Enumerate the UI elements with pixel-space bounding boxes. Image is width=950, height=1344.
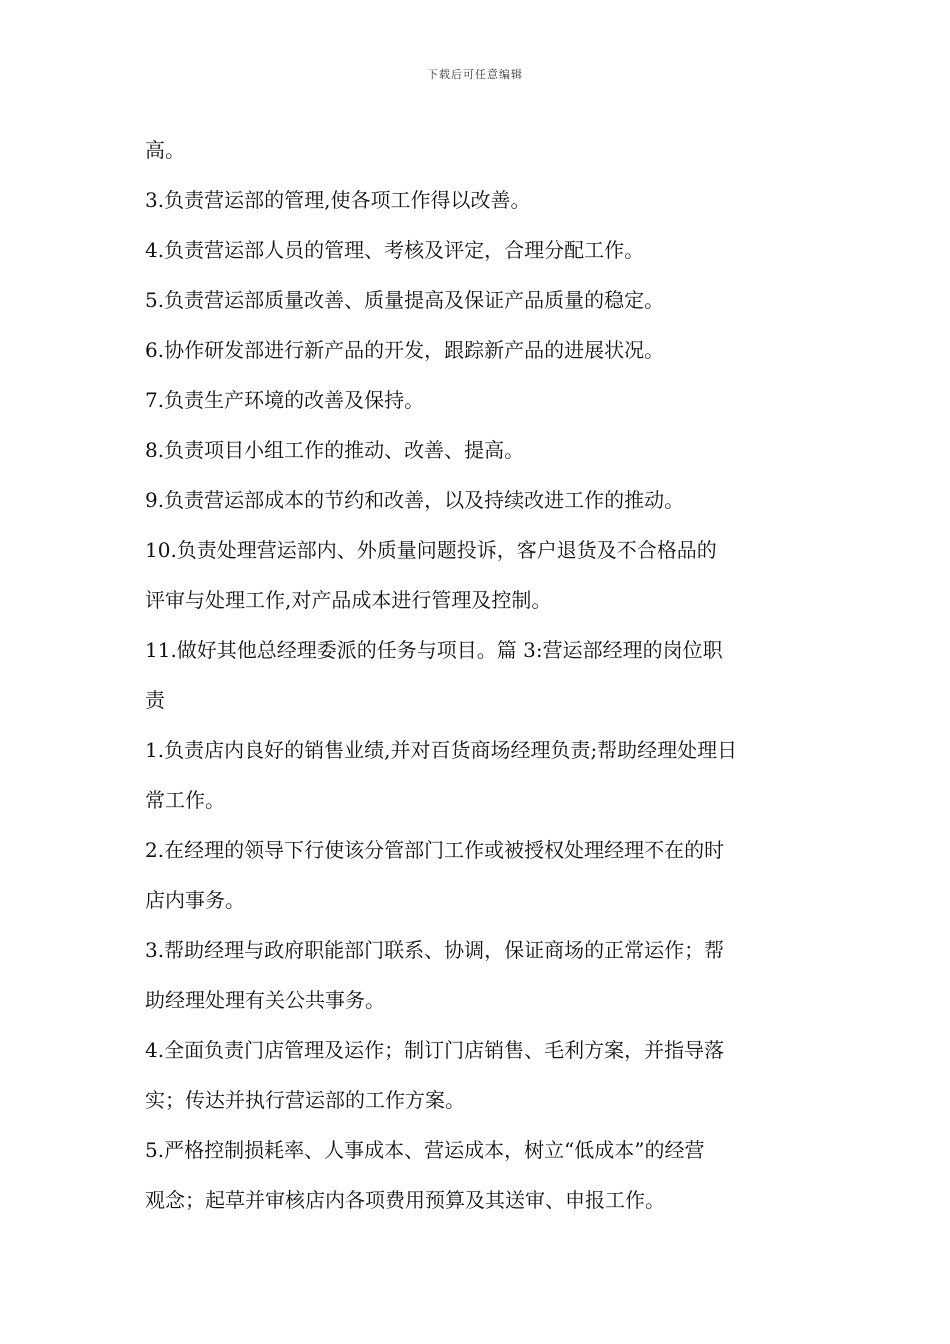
text-line: 11.做好其他总经理委派的任务与项目。篇 3:营运部经理的岗位职 xyxy=(145,638,723,662)
text-line: 观念；起草并审核店内各项费用预算及其送审、申报工作。 xyxy=(145,1188,665,1212)
text-line: 评审与处理工作,对产品成本进行管理及控制。 xyxy=(145,588,552,612)
text-line: 助经理处理有关公共事务。 xyxy=(145,988,385,1012)
text-line: 5.严格控制损耗率、人事成本、营运成本，树立“低成本”的经营 xyxy=(145,1138,705,1162)
text-line: 4.负责营运部人员的管理、考核及评定，合理分配工作。 xyxy=(145,238,645,262)
page-header: 下载后可任意编辑 xyxy=(427,68,523,81)
text-line: 7.负责生产环境的改善及保持。 xyxy=(145,388,425,412)
text-line: 6.协作研发部进行新产品的开发，跟踪新产品的进展状况。 xyxy=(145,338,665,362)
text-line: 9.负责营运部成本的节约和改善，以及持续改进工作的推动。 xyxy=(145,488,685,512)
text-line: 3.帮助经理与政府职能部门联系、协调，保证商场的正常运作；帮 xyxy=(145,938,725,962)
text-line: 高。 xyxy=(145,138,185,162)
text-line: 实；传达并执行营运部的工作方案。 xyxy=(145,1088,465,1112)
text-line: 8.负责项目小组工作的推动、改善、提高。 xyxy=(145,438,525,462)
text-line: 2.在经理的领导下行使该分管部门工作或被授权处理经理不在的时 xyxy=(145,838,725,862)
text-line: 10.负责处理营运部内、外质量问题投诉，客户退货及不合格品的 xyxy=(145,538,717,562)
text-line: 4.全面负责门店管理及运作；制订门店销售、毛利方案，并指导落 xyxy=(145,1038,725,1062)
text-line: 责 xyxy=(145,688,165,712)
text-line: 1.负责店内良好的销售业绩,并对百货商场经理负责;帮助经理处理日 xyxy=(145,738,738,762)
text-line: 3.负责营运部的管理,使各项工作得以改善。 xyxy=(145,188,531,212)
text-line: 常工作。 xyxy=(145,788,225,812)
text-line: 5.负责营运部质量改善、质量提高及保证产品质量的稳定。 xyxy=(145,288,665,312)
text-line: 店内事务。 xyxy=(145,888,245,912)
